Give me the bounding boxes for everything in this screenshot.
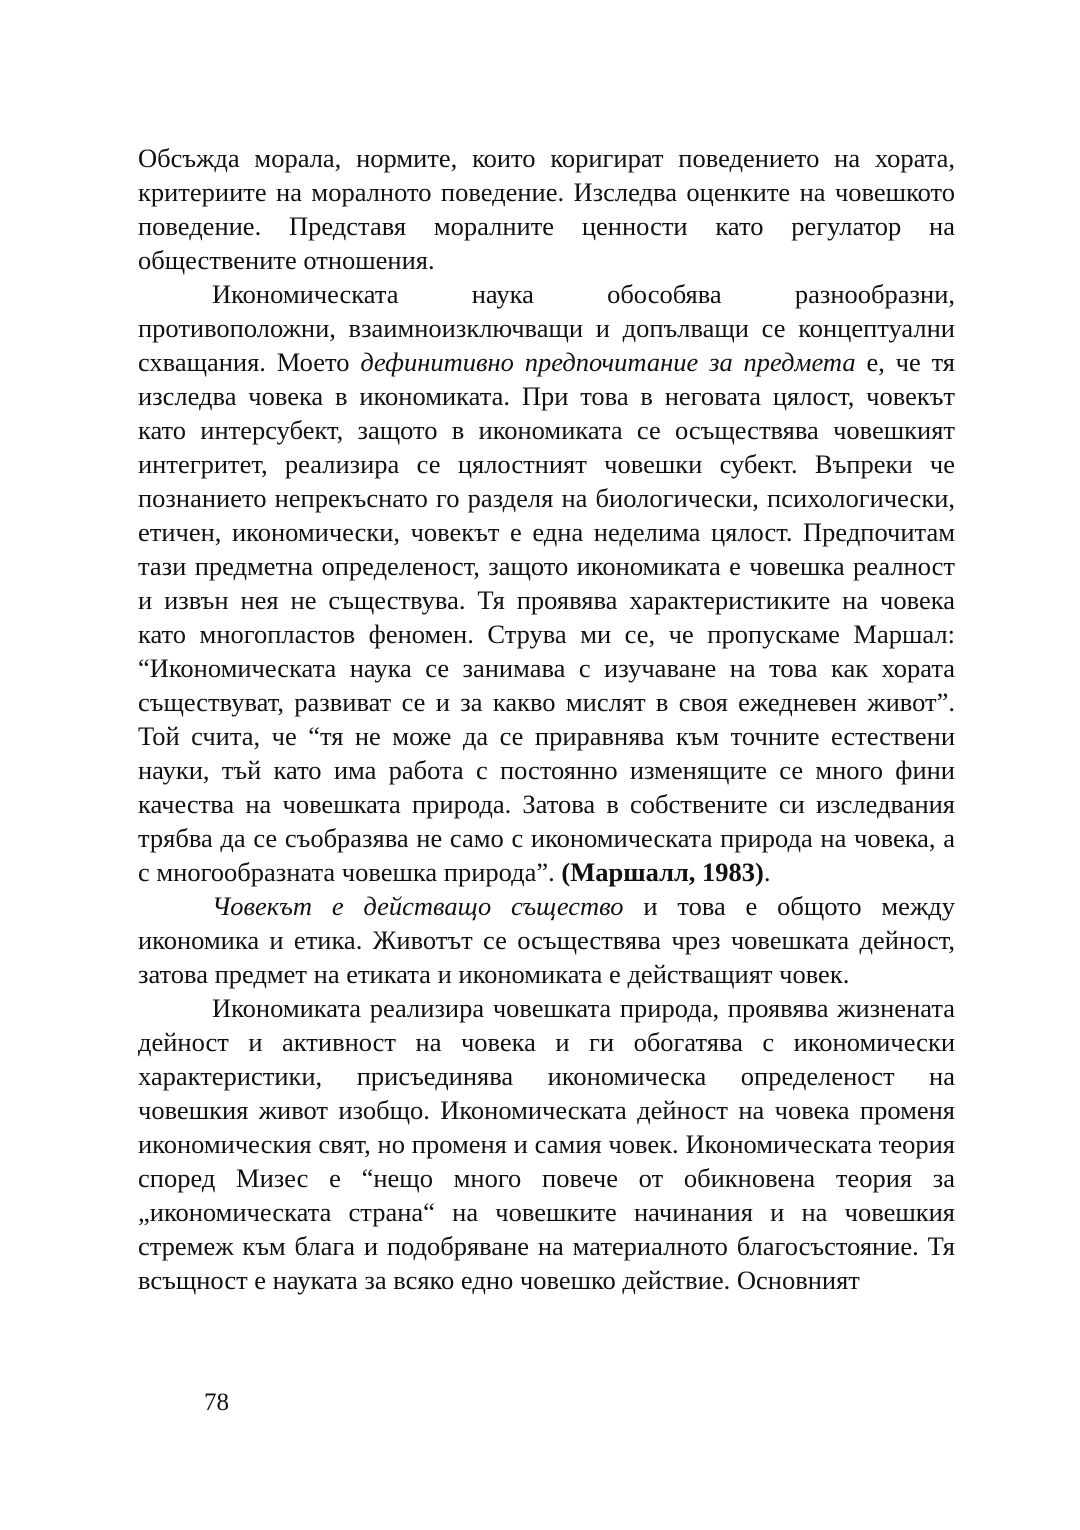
paragraph-2-text-b: е, че тя изследва човека в икономиката. При това в неговата цялост, човекът като интерсубект, защото в икономиката се осъществява човешкият интегритет, реализира се цялостният човешки субект. Въпреки че познанието непрекъснато го разделя на биологически, психологически, етичен, икономически, човекът е една неделима цялост. Предпочитам тази предметна определеност, защото икономиката е човешка реалност и извън нея не съществува. Тя проявява характеристиките на човека като многопластов феномен. Струва ми се, че пропускаме Маршал: “Икономическата наука се занимава с изучаване на това как хората съществуват, развиват се и за какво мислят в своя ежедневен живот”. Той счита, че “тя не може да се приравнява към точните естествени науки, тъй като има работа с постоянно изменящите се много фини качества на човешката природа. Затова в собствените си изследвания трябва да се съобразява не само с икономическата природа на човека, а с многообразната човешка природа”.: [138, 347, 955, 887]
paragraph-1: [138, 141, 955, 277]
citation-marshall: (Маршалл, 1983): [561, 857, 764, 887]
paragraph-4-text: Икономиката реализира човешката природа, проявява жизнената дейност и активност на човека и ги обогатява с икономически характеристики, присъединява икономическа определеност на човешкия живот изобщо. Икономическата дейност на човека променя икономическия свят, но променя и самия човек. Икономическата теория според Мизес е “нещо много повече от обикновена теория за „икономическата страна“ на човешките начинания и на човешкия стремеж към блага и подобряване на материалното благосъстояние. Тя всъщност е науката за всяко едно човешко действие. Основният: [138, 993, 955, 1295]
paragraph-2-text-c: .: [763, 857, 771, 887]
paragraph-3-text: и това е общото между икономика и етика. Животът се осъществява чрез човешката дейност, затова предмет на етиката и икономиката е действащият човек.: [138, 891, 955, 989]
body-text: [138, 141, 955, 1297]
page-number: 78: [204, 1389, 229, 1416]
italic-phrase-acting-being: Човекът е действащо същество: [212, 891, 624, 921]
paragraph-4: [138, 991, 955, 1297]
paragraph-2-text-a: Икономическата наука обособява разнообразни, противоположни, взаимноизключващи и допълващи се концептуални схващания. Моето: [138, 279, 955, 377]
italic-phrase-definitive-preference: дефинитивно предпочитание за предмета: [360, 347, 856, 377]
paragraph-2: [138, 277, 955, 889]
paragraph-3: [138, 889, 955, 991]
paragraph-1-text: Обсъжда морала, нормите, които коригират поведението на хората, критериите на моралното поведение. Изследва оценките на човешкото поведение. Представя моралните ценности като регулатор на обществените отношения.: [138, 143, 955, 275]
